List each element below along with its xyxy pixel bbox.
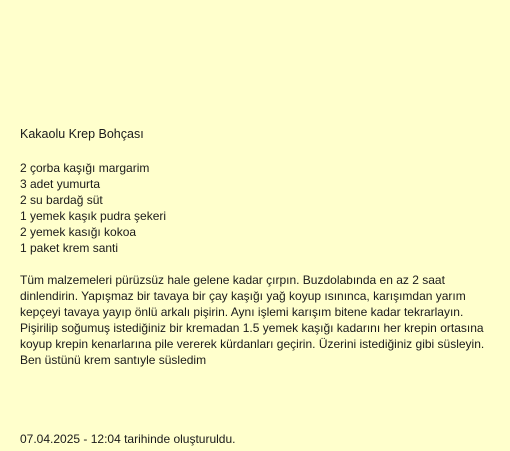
- instruction-paragraph: Pişirilip soğumuş istediğiniz bir kremadan 1.5 yemek kaşığı kadarını her krepin ortasına koyup krepin kenarlarına pile vererek kürdanları geçirin. Üzerini istediğiniz gibi süsleyin. Ben üstünü krem santıyle süsledim: [20, 321, 485, 367]
- note-content: [20, 126, 505, 368]
- ingredient-item: 2 çorba kaşığı margarim: [20, 161, 150, 175]
- ingredient-item: 1 yemek kaşık pudra şekeri: [20, 209, 167, 223]
- ingredients-list: [20, 160, 505, 256]
- ingredient-item: 3 adet yumurta: [20, 177, 101, 191]
- ingredient-item: 1 paket krem santi: [20, 241, 119, 255]
- instruction-paragraph: Tüm malzemeleri pürüzsüz hale gelene kadar çırpın. Buzdolabında en az 2 saat dinlendirin. Yapışmaz bir tavaya bir çay kaşığı yağ koyup ısınınca, karışımdan yarım kepçeyi tavaya yayıp önlü arkalı pişirin. Aynı işlemi karışım bitene kadar tekrarlayın.: [20, 273, 466, 319]
- ingredient-item: 2 yemek kasığı kokoa: [20, 225, 137, 239]
- ingredient-item: 2 su bardağ süt: [20, 193, 103, 207]
- created-timestamp: 07.04.2025 - 12:04 tarihinde oluşturuldu.: [20, 432, 236, 446]
- instructions: [20, 272, 505, 368]
- recipe-title: Kakaolu Krep Bohçası: [20, 127, 144, 141]
